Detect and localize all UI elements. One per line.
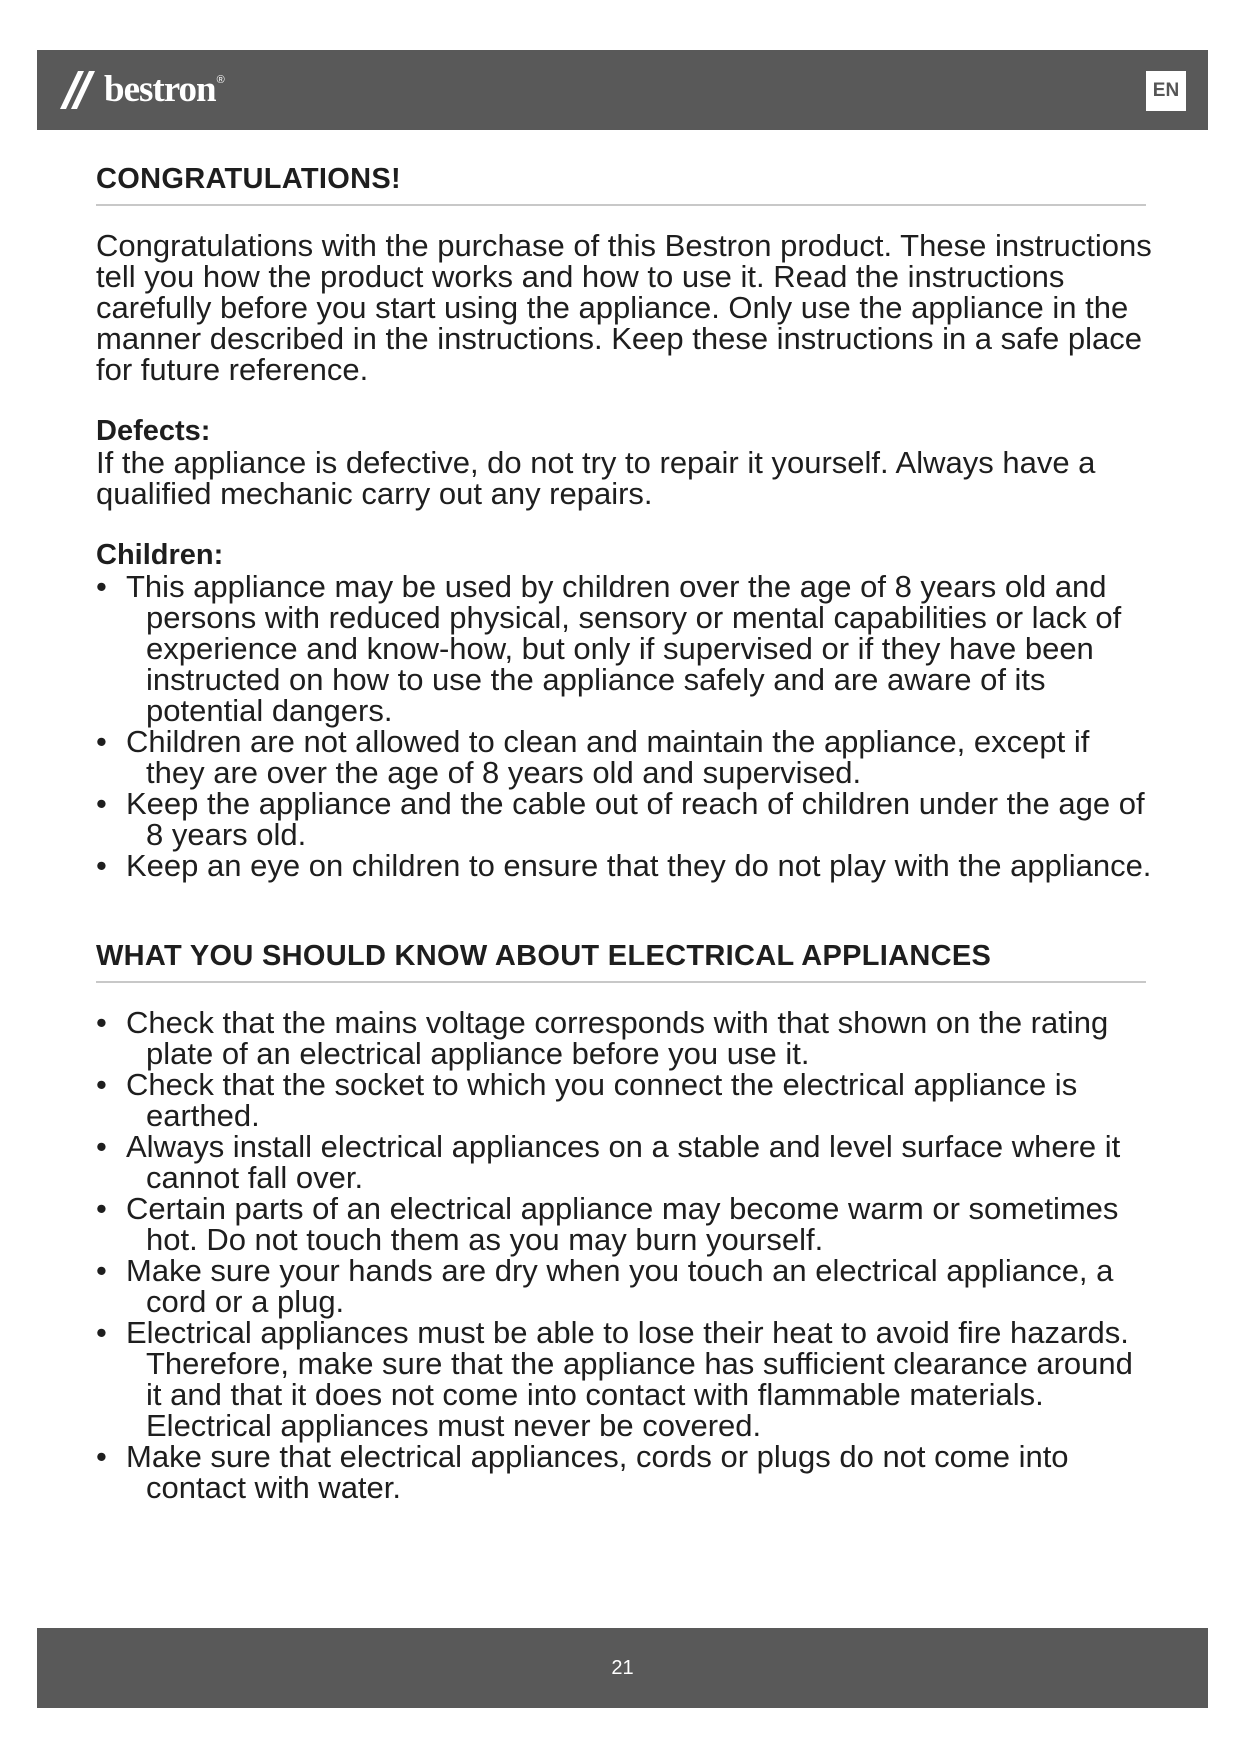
section-title-electrical: WHAT YOU SHOULD KNOW ABOUT ELECTRICAL APPLIANCES [96, 937, 1146, 983]
footer-bar [37, 1628, 1208, 1708]
list-item [96, 850, 1156, 881]
section-title-congratulations: CONGRATULATIONS! [96, 160, 1146, 206]
list-item [96, 1007, 1156, 1069]
registered-mark: ® [216, 74, 225, 86]
list-item-text: This appliance may be used by children over the age of 8 years old and persons with reduced physical, sensory or mental capabilities or lack of experience and know-how, but only if supervised or if they have been instructed on how to use the appliance safely and are aware of its potential dangers. [126, 569, 1122, 728]
list-item-text: Check that the mains voltage corresponds with that shown on the rating plate of an electrical appliance before you use it. [126, 1005, 1109, 1071]
language-badge: EN [1146, 71, 1186, 111]
list-item-text: Make sure your hands are dry when you touch an electrical appliance, a cord or a plug. [126, 1253, 1114, 1319]
list-item-text: Electrical appliances must be able to lose their heat to avoid fire hazards. Therefore, make sure that the appliance has sufficient clearance around it and that it does not come into contact with flammable materials. Electrical appliances must never be covered. [126, 1315, 1133, 1443]
bullet-icon: • [96, 724, 107, 759]
bullet-icon: • [96, 1439, 107, 1474]
bullet-icon: • [96, 1315, 107, 1350]
list-item [96, 571, 1156, 726]
list-item [96, 1317, 1156, 1441]
list-item-text: Children are not allowed to clean and maintain the appliance, except if they are over the age of 8 years old and supervised. [126, 724, 1090, 790]
logo-chevrons-icon [58, 67, 98, 111]
list-item-text: Make sure that electrical appliances, cords or plugs do not come into contact with water. [126, 1439, 1069, 1505]
bullet-icon: • [96, 1129, 107, 1164]
electrical-list [96, 1007, 1156, 1503]
list-item [96, 1441, 1156, 1503]
page-content [96, 160, 1156, 1503]
page-number: 21 [611, 1656, 634, 1679]
bullet-icon: • [96, 1005, 107, 1040]
children-heading: Children: [96, 539, 224, 571]
intro-paragraph: Congratulations with the purchase of this Bestron product. These instructions tell you how the product works and how to use it. Read the instructions carefully before you start using the appliance. Only use the appliance in the manner described in the instructions. Keep these instructions in a safe place for future reference. [96, 228, 1152, 387]
bullet-icon: • [96, 1191, 107, 1226]
list-item [96, 1193, 1156, 1255]
bullet-icon: • [96, 848, 107, 883]
list-item-text: Keep an eye on children to ensure that they do not play with the appliance. [126, 848, 1152, 883]
list-item [96, 1255, 1156, 1317]
bullet-icon: • [96, 1253, 107, 1288]
brand-name: bestron [104, 68, 216, 110]
list-item [96, 1069, 1156, 1131]
list-item-text: Certain parts of an electrical appliance may become warm or sometimes hot. Do not touch them as you may burn yourself. [126, 1191, 1119, 1257]
list-item [96, 788, 1156, 850]
defects-paragraph: If the appliance is defective, do not try to repair it yourself. Always have a qualified mechanic carry out any repairs. [96, 445, 1096, 511]
list-item [96, 1131, 1156, 1193]
defects-heading: Defects: [96, 415, 211, 447]
bullet-icon: • [96, 786, 107, 821]
bullet-icon: • [96, 569, 107, 604]
children-list [96, 571, 1156, 881]
list-item-text: Always install electrical appliances on a stable and level surface where it cannot fall over. [126, 1129, 1121, 1195]
bullet-icon: • [96, 1067, 107, 1102]
bestron-logo [58, 64, 225, 114]
list-item-text: Keep the appliance and the cable out of reach of children under the age of 8 years old. [126, 786, 1145, 852]
list-item-text: Check that the socket to which you connect the electrical appliance is earthed. [126, 1067, 1078, 1133]
list-item [96, 726, 1156, 788]
